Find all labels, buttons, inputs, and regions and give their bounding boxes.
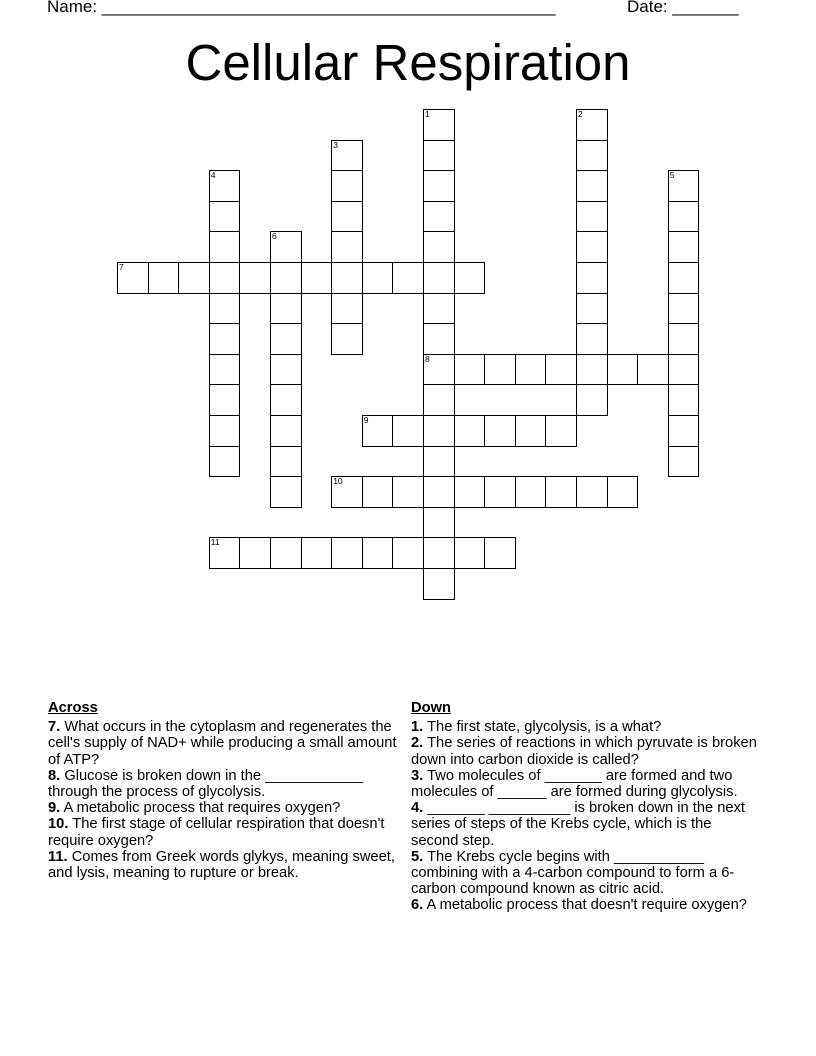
clue-number: 6. [411, 897, 424, 914]
down-clue [411, 849, 761, 898]
crossword-cell[interactable] [515, 354, 547, 386]
clue-text: The Krebs cycle begins with ___________ combining with a 4-carbon compound to form a 6-carbon compound known as citric acid. [411, 848, 735, 898]
across-clues [48, 700, 408, 881]
crossword-cell[interactable] [668, 201, 700, 233]
down-clue [411, 719, 761, 735]
crossword-cell[interactable] [331, 231, 363, 263]
page-title: Cellular Respiration [185, 34, 631, 91]
clue-number: 4. [411, 800, 424, 817]
crossword-cell[interactable] [576, 140, 608, 172]
crossword-cell[interactable] [423, 537, 455, 569]
crossword-cell[interactable] [392, 476, 424, 508]
crossword-cell[interactable] [423, 384, 455, 416]
crossword-cell[interactable] [209, 201, 241, 233]
crossword-cell[interactable] [576, 201, 608, 233]
clue-text: Two molecules of _______ are formed and two molecules of ______ are formed during glycolysis. [411, 767, 738, 801]
crossword-cell[interactable] [423, 170, 455, 202]
crossword-cell[interactable] [331, 201, 363, 233]
crossword-cell[interactable] [331, 262, 363, 294]
clue-number: 7. [48, 719, 61, 736]
crossword-cell[interactable] [270, 537, 302, 569]
crossword-cell[interactable] [576, 170, 608, 202]
crossword-cell[interactable] [209, 415, 241, 447]
crossword-cell[interactable] [607, 476, 639, 508]
crossword-cell[interactable] [668, 262, 700, 294]
crossword-cell[interactable] [484, 415, 516, 447]
crossword-cell[interactable] [454, 415, 486, 447]
crossword-cell[interactable] [668, 231, 700, 263]
crossword-cell[interactable] [239, 262, 271, 294]
crossword-cell[interactable] [515, 415, 547, 447]
crossword-cell[interactable] [392, 537, 424, 569]
across-clue [48, 816, 408, 848]
crossword-cell[interactable] [392, 415, 424, 447]
crossword-cell[interactable] [484, 537, 516, 569]
crossword-cell[interactable] [545, 354, 577, 386]
crossword-cell[interactable] [454, 476, 486, 508]
clue-number: 10. [48, 816, 69, 833]
crossword-cell[interactable] [301, 262, 333, 294]
crossword-cell[interactable] [423, 293, 455, 325]
crossword-cell[interactable] [331, 293, 363, 325]
crossword-cell[interactable] [423, 354, 455, 386]
across-clue [48, 849, 408, 881]
crossword-cell[interactable] [270, 293, 302, 325]
crossword-cell[interactable] [576, 384, 608, 416]
down-clue [411, 800, 761, 849]
crossword-cell[interactable] [454, 354, 486, 386]
crossword-cell[interactable] [576, 323, 608, 355]
crossword-cell[interactable] [668, 415, 700, 447]
crossword-cell[interactable] [270, 446, 302, 478]
clue-number: 9. [48, 800, 61, 817]
crossword-cell[interactable] [362, 476, 394, 508]
clue-number: 1. [411, 719, 424, 736]
crossword-cell[interactable] [392, 262, 424, 294]
clue-text: The series of reactions in which pyruvate is broken down into carbon dioxide is called? [411, 735, 757, 768]
crossword-cell[interactable] [668, 170, 700, 202]
crossword-cell[interactable] [545, 415, 577, 447]
clue-number-label: 2 [578, 109, 583, 119]
clue-number-label: 4 [210, 170, 216, 181]
crossword-cell[interactable] [454, 262, 486, 294]
crossword-cell[interactable] [576, 354, 608, 386]
crossword-cell[interactable] [423, 568, 455, 600]
crossword-cell[interactable] [637, 354, 669, 386]
across-clue [48, 768, 408, 800]
crossword-cell[interactable] [270, 262, 302, 294]
clue-number: 3. [411, 767, 424, 784]
crossword-cell[interactable] [362, 262, 394, 294]
clue-number-label: 8 [425, 353, 430, 364]
crossword-cell[interactable] [576, 109, 608, 141]
clue-text: The first state, glycolysis, is a what? [423, 719, 662, 736]
crossword-cell[interactable] [423, 507, 455, 539]
crossword-cell[interactable] [270, 323, 302, 355]
clue-text: A metabolic process that doesn't require oxygen? [423, 897, 747, 914]
crossword-cell[interactable] [270, 384, 302, 416]
crossword-cell[interactable] [331, 537, 363, 569]
crossword-cell[interactable] [270, 476, 302, 508]
crossword-cell[interactable] [454, 537, 486, 569]
across-clue [48, 719, 408, 768]
clue-number-label: 11 [210, 537, 220, 548]
clue-number: 2. [411, 735, 424, 752]
crossword-cell[interactable] [576, 231, 608, 263]
name-field[interactable]: Name: ________________________________________________ [47, 0, 556, 16]
down-clue [411, 897, 761, 913]
crossword-cell[interactable] [484, 354, 516, 386]
crossword-cell[interactable] [576, 293, 608, 325]
clue-number-label: 1 [425, 109, 430, 119]
crossword-cell[interactable] [270, 415, 302, 447]
crossword-cell[interactable] [668, 384, 700, 416]
across-heading: Across [48, 700, 98, 716]
crossword-cell[interactable] [668, 446, 700, 478]
clue-number-label: 5 [669, 170, 675, 181]
crossword-cell[interactable] [331, 140, 363, 172]
across-clue [48, 800, 408, 816]
crossword-cell[interactable] [209, 323, 241, 355]
crossword-cell[interactable] [576, 476, 608, 508]
crossword-cell[interactable] [484, 476, 516, 508]
crossword-cell[interactable] [423, 262, 455, 294]
crossword-cell[interactable] [331, 476, 363, 508]
crossword-cell[interactable] [423, 231, 455, 263]
crossword-cell[interactable] [423, 446, 455, 478]
crossword-cell[interactable] [209, 293, 241, 325]
crossword-cell[interactable] [117, 262, 149, 294]
crossword-cell[interactable] [423, 415, 455, 447]
crossword-cell[interactable] [423, 476, 455, 508]
crossword-cell[interactable] [423, 323, 455, 355]
down-heading: Down [411, 700, 451, 716]
crossword-cell[interactable] [423, 109, 455, 141]
crossword-cell[interactable] [668, 354, 700, 386]
clue-number-label: 3 [333, 139, 338, 150]
crossword-cell[interactable] [545, 476, 577, 508]
clue-text: A metabolic process that requires oxygen? [60, 800, 341, 817]
crossword-cell[interactable] [209, 170, 241, 202]
crossword-cell[interactable] [301, 537, 333, 569]
clue-text: Comes from Greek words glykys, meaning sweet, and lysis, meaning to rupture or break. [48, 848, 395, 882]
across-clue-list [48, 719, 408, 881]
clue-number-label: 10 [333, 476, 343, 487]
crossword-cell[interactable] [209, 537, 241, 569]
crossword-cell[interactable] [515, 476, 547, 508]
clue-text: The first stage of cellular respiration that doesn't require oxygen? [48, 816, 385, 849]
clue-number: 8. [48, 767, 61, 784]
clue-number-label: 9 [363, 415, 369, 425]
clue-number: 5. [411, 848, 424, 865]
crossword-cell[interactable] [178, 262, 210, 294]
down-clue [411, 768, 761, 800]
crossword-cell[interactable] [209, 231, 241, 263]
down-clues [411, 700, 761, 914]
crossword-cell[interactable] [576, 262, 608, 294]
crossword-cell[interactable] [209, 262, 241, 294]
crossword-cell[interactable] [209, 384, 241, 416]
crossword-cell[interactable] [423, 201, 455, 233]
clue-text: What occurs in the cytoplasm and regenerates the cell's supply of NAD+ while producing a small amount of ATP? [48, 719, 397, 768]
crossword-cell[interactable] [362, 415, 394, 447]
crossword-cell[interactable] [668, 323, 700, 355]
crossword-cell[interactable] [148, 262, 180, 294]
crossword-cell[interactable] [331, 170, 363, 202]
crossword-cell[interactable] [668, 293, 700, 325]
crossword-cell[interactable] [331, 323, 363, 355]
clue-number-label: 6 [272, 231, 277, 242]
clue-number: 11. [48, 848, 68, 865]
crossword-cell[interactable] [239, 537, 271, 569]
down-clue-list [411, 719, 761, 913]
date-field[interactable]: Date: _______ [627, 0, 739, 16]
crossword-cell[interactable] [362, 537, 394, 569]
crossword-cell[interactable] [270, 354, 302, 386]
crossword-cell[interactable] [423, 140, 455, 172]
crossword-cell[interactable] [209, 354, 241, 386]
down-clue [411, 735, 761, 767]
clue-text: _______ __________ is broken down in the next series of steps of the Krebs cycle, which is the second step. [411, 800, 745, 849]
crossword-cell[interactable] [607, 354, 639, 386]
crossword-cell[interactable] [209, 446, 241, 478]
clue-text: Glucose is broken down in the ____________ through the process of glycolysis. [48, 767, 364, 801]
clue-number-label: 7 [119, 262, 124, 272]
crossword-cell[interactable] [270, 231, 302, 263]
